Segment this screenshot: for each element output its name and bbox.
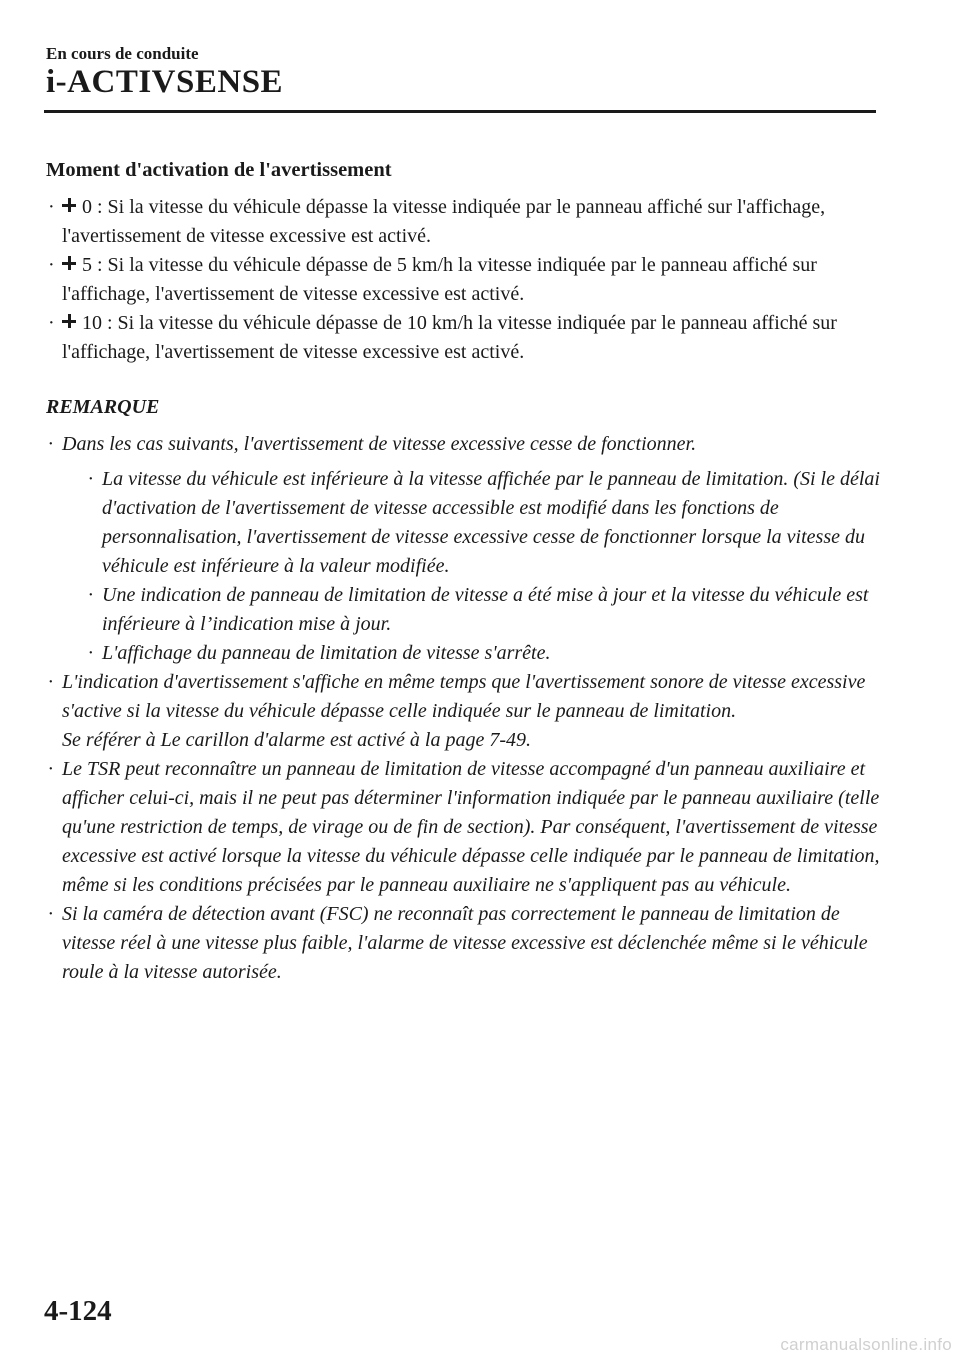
bullet: · <box>48 903 53 925</box>
bullet: · <box>48 254 55 276</box>
bullet: · <box>88 468 93 490</box>
bullet: · <box>88 584 93 606</box>
timing-item-text: 5 : Si la vitesse du véhicule dépasse de 5 km/h la vitesse indiquée par le panneau affiché sur l'affichage, l'avertissement de vitesse excessive est activé. <box>62 254 817 305</box>
note-sub-item-text: L'affichage du panneau de limitation de vitesse s'arrête. <box>102 642 551 664</box>
bullet: · <box>88 642 93 664</box>
bullet: · <box>48 671 53 693</box>
bullet: · <box>48 196 55 218</box>
bullet: · <box>48 758 53 780</box>
note-item-text: L'indication d'avertissement s'affiche en même temps que l'avertissement sonore de vitesse excessive s'active si la vitesse du véhicule dépasse celle indiquée sur le panneau de limitation. <box>62 671 866 722</box>
chapter-label: En cours de conduite <box>46 44 199 63</box>
timing-list <box>46 193 886 367</box>
watermark: carmanualsonline.info <box>780 1335 952 1354</box>
note-sub-item <box>86 581 886 639</box>
main-content <box>46 156 886 987</box>
note-item-text: Si la caméra de détection avant (FSC) ne reconnaît pas correctement le panneau de limitation de vitesse réel à une vitesse plus faible, l'alarme de vitesse excessive est déclenchée même si le véhicule roule à la vitesse autorisée. <box>62 903 868 983</box>
note-list <box>46 430 886 987</box>
note-title: REMARQUE <box>46 396 160 418</box>
timing-item <box>46 193 886 251</box>
header-divider <box>44 110 876 113</box>
bullet: · <box>48 312 55 334</box>
note-item <box>46 668 886 755</box>
note-sub-item <box>86 639 886 668</box>
page-reference: Se référer à Le carillon d'alarme est activé à la page 7-49. <box>62 729 531 751</box>
plus-icon <box>62 256 76 270</box>
note-item <box>46 900 886 987</box>
page-number: 4-124 <box>44 1295 112 1327</box>
timing-item-text: 0 : Si la vitesse du véhicule dépasse la vitesse indiquée par le panneau affiché sur l'affichage, l'avertissement de vitesse excessive est activé. <box>62 196 826 247</box>
note-sub-item <box>86 465 886 581</box>
note-sub-list <box>62 465 886 668</box>
bullet: · <box>48 433 53 455</box>
note-sub-item-text: La vitesse du véhicule est inférieure à la vitesse affichée par le panneau de limitation. (Si le délai d'activation de l'avertissement de vitesse accessible est modifié dans les fonctions de personnalisation, l'avertissement de vitesse excessive cesse de fonctionner lorsque la vitesse du véhicule est inférieure à la valeur modifiée. <box>102 468 880 577</box>
note-item <box>46 755 886 900</box>
note-item-text: Le TSR peut reconnaître un panneau de limitation de vitesse accompagné d'un panneau auxiliaire et afficher celui-ci, mais il ne peut pas déterminer l'information indiquée par le panneau auxiliaire (telle qu'une restriction de temps, de virage ou de fin de section). Par conséquent, l'avertissement de vitesse excessive est activé lorsque la vitesse du véhicule dépasse celle indiquée par le panneau de limitation, même si les conditions précisées par le panneau auxiliaire ne s'appliquent pas au véhicule. <box>62 758 880 896</box>
subheading: Moment d'activation de l'avertissement <box>46 159 392 181</box>
plus-icon <box>62 314 76 328</box>
note-sub-item-text: Une indication de panneau de limitation de vitesse a été mise à jour et la vitesse du véhicule est inférieure à l’indication mise à jour. <box>102 584 869 635</box>
timing-item-text: 10 : Si la vitesse du véhicule dépasse de 10 km/h la vitesse indiquée par le panneau affiché sur l'affichage, l'avertissement de vitesse excessive est activé. <box>62 312 837 363</box>
timing-item <box>46 251 886 309</box>
timing-item <box>46 309 886 367</box>
plus-icon <box>62 198 76 212</box>
section-title: i-ACTIVSENSE <box>46 64 284 100</box>
note-item-text: Dans les cas suivants, l'avertissement de vitesse excessive cesse de fonctionner. <box>62 433 697 455</box>
note-item <box>46 430 886 668</box>
